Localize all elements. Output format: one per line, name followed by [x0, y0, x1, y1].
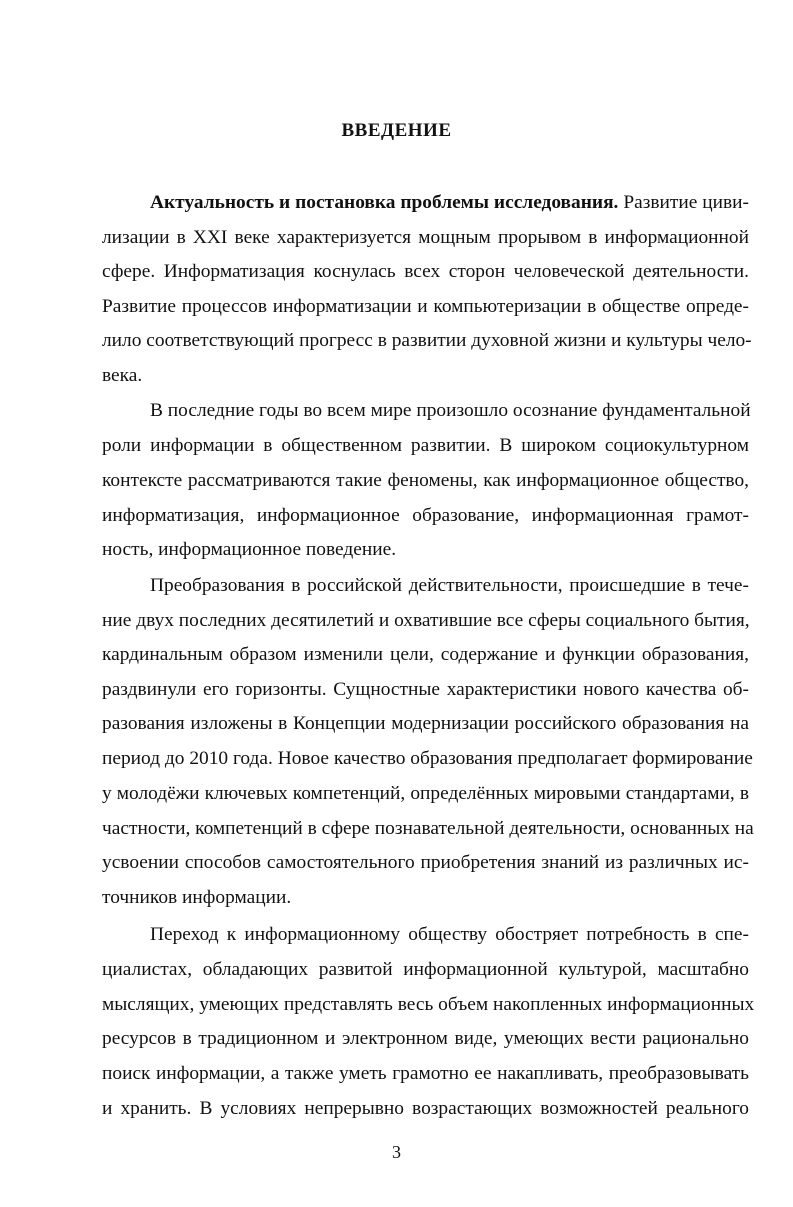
text-line: частности, компетенций в сфере познавательной деятельности, основанных на [102, 818, 754, 839]
text-line: роли информации в общественном развитии. В широком социокультурном [102, 435, 749, 456]
text-line: лизации в XXI веке характеризуется мощным прорывом в информационной [102, 227, 749, 248]
text-line: мыслящих, умеющих представлять весь объем накопленных информационных [102, 994, 755, 1015]
text-line: поиск информации, а также уметь грамотно ее накапливать, преобразовывать [102, 1063, 749, 1084]
text-line: усвоении способов самостоятельного приобретения знаний из различных ис- [102, 852, 749, 873]
page-number: 3 [392, 1142, 401, 1162]
text-line: ние двух последних десятилетий и охватившие все сферы социального бытия, [102, 610, 750, 631]
text-line: период до 2010 года. Новое качество образования предполагает формирование [102, 748, 753, 769]
text-line: века. [102, 365, 143, 386]
bold-lead-text: Актуальность и постановка проблемы исследования. [150, 192, 619, 213]
text-line: циалистах, обладающих развитой информационной культурой, масштабно [102, 959, 749, 980]
text-line: В последние годы во всем мире произошло осознание фундаментальной [150, 400, 751, 421]
text-line: Преобразования в российской действительности, происшедшие в тече- [150, 575, 749, 596]
text-line: разования изложены в Концепции модернизации российского образования на [102, 713, 749, 734]
text-line: точников информации. [102, 887, 292, 908]
page-title: ВВЕДЕНИЕ [341, 120, 452, 141]
text-line: и хранить. В условиях непрерывно возрастающих возможностей реального [102, 1098, 749, 1119]
text-line: информатизация, информационное образование, информационная грамот- [102, 505, 749, 526]
text-line [150, 186, 749, 220]
text-line: ность, информационное поведение. [102, 539, 397, 560]
text-line: лило соответствующий прогресс в развитии духовной жизни и культуры чело- [102, 330, 752, 351]
text-line: контексте рассматриваются такие феномены, как информационное общество, [102, 470, 749, 491]
text-line: Переход к информационному обществу обостряет потребность в спе- [150, 924, 749, 945]
text-line: раздвинули его горизонты. Сущностные характеристики нового качества об- [102, 679, 749, 700]
text-line: кардинальным образом изменили цели, содержание и функции образования, [102, 644, 749, 665]
text-line: ресурсов в традиционном и электронном виде, умеющих вести рационально [102, 1028, 749, 1049]
line-text: Развитие циви- [623, 192, 749, 213]
text-line: у молодёжи ключевых компетенций, определённых мировыми стандартами, в [102, 783, 749, 804]
text-line: Развитие процессов информатизации и компьютеризации в обществе опреде- [102, 296, 749, 317]
text-line: сфере. Информатизация коснулась всех сторон человеческой деятельности. [102, 261, 749, 282]
